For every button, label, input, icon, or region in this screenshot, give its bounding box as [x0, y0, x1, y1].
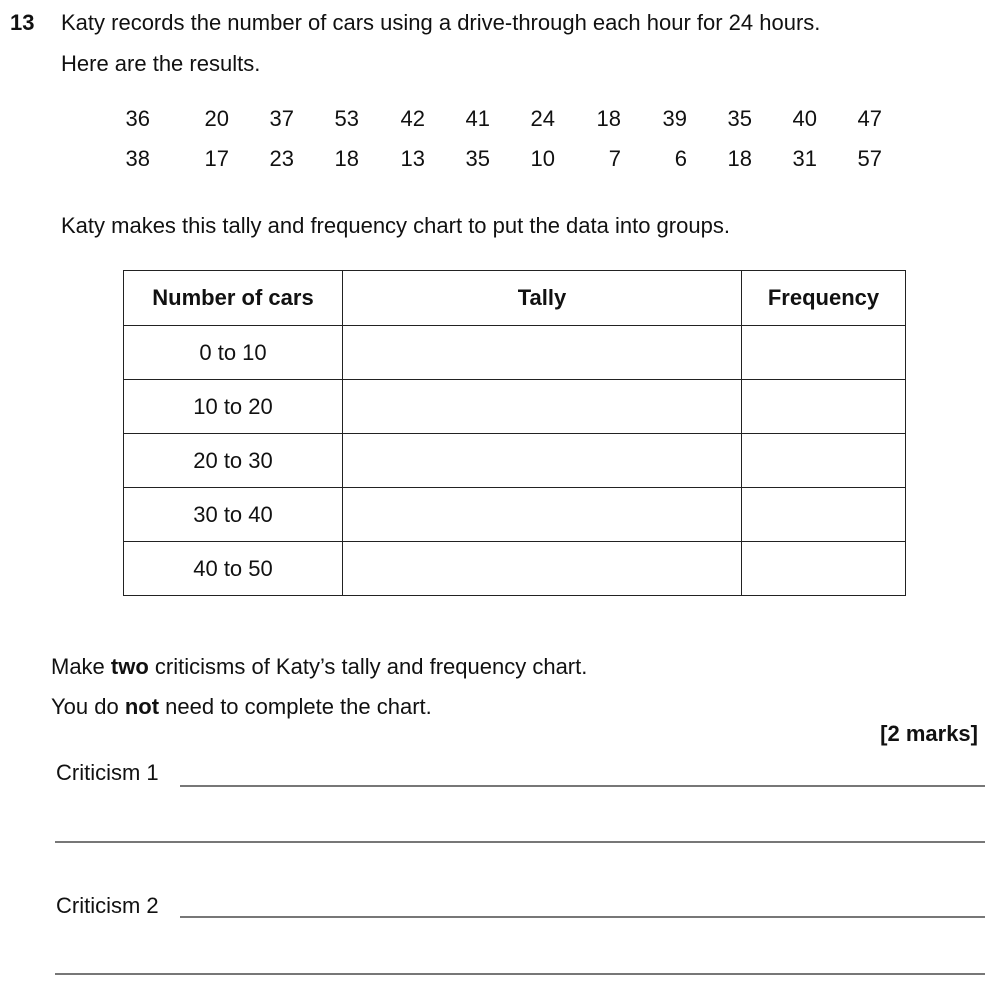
- chart-intro: Katy makes this tally and frequency chart to put the data into groups.: [61, 213, 730, 238]
- criticism-2-answer-line-2[interactable]: [55, 973, 985, 975]
- table-row: [124, 542, 906, 596]
- question-number: 13: [10, 10, 35, 35]
- header-number-of-cars: Number of cars: [124, 271, 343, 326]
- frequency-cell[interactable]: [742, 542, 906, 596]
- data-value: 10: [530, 146, 555, 171]
- data-value: 6: [674, 146, 687, 171]
- data-value: 24: [530, 106, 555, 131]
- question-subtext: Here are the results.: [61, 51, 261, 76]
- group-label: 30 to 40: [124, 488, 343, 542]
- criticism-1-label: Criticism 1: [56, 760, 159, 785]
- data-value: 18: [596, 106, 621, 131]
- data-value: 35: [727, 106, 752, 131]
- group-label: 0 to 10: [124, 326, 343, 380]
- group-label: 40 to 50: [124, 542, 343, 596]
- table-row: [124, 434, 906, 488]
- instruction-line-1: [51, 654, 587, 680]
- criticism-2-label: Criticism 2: [56, 893, 159, 918]
- data-value: 41: [465, 106, 490, 131]
- data-value: 18: [727, 146, 752, 171]
- table-row: [124, 380, 906, 434]
- tally-cell[interactable]: [343, 380, 742, 434]
- instruction-text: You do: [51, 694, 125, 719]
- header-frequency: Frequency: [742, 271, 906, 326]
- tally-frequency-table: [123, 270, 906, 596]
- table-header-row: [124, 271, 906, 326]
- frequency-cell[interactable]: [742, 434, 906, 488]
- group-label: 10 to 20: [124, 380, 343, 434]
- header-tally: Tally: [343, 271, 742, 326]
- data-value: 37: [269, 106, 294, 131]
- data-value: 42: [400, 106, 425, 131]
- criticism-2-answer-line[interactable]: [180, 916, 985, 918]
- criticism-1-answer-line-2[interactable]: [55, 841, 985, 843]
- frequency-cell[interactable]: [742, 326, 906, 380]
- data-value: 7: [608, 146, 621, 171]
- instruction-text: criticisms of Katy’s tally and frequency chart.: [148, 654, 588, 679]
- data-value: 57: [857, 146, 882, 171]
- data-value: 35: [465, 146, 490, 171]
- instruction-text: Make: [51, 654, 111, 679]
- data-value: 17: [204, 146, 229, 171]
- instruction-emphasis: not: [124, 694, 160, 719]
- table-row: [124, 326, 906, 380]
- data-value: 31: [792, 146, 817, 171]
- tally-cell[interactable]: [343, 488, 742, 542]
- data-value: 40: [792, 106, 817, 131]
- data-value: 47: [857, 106, 882, 131]
- data-value: 23: [269, 146, 294, 171]
- table-row: [124, 488, 906, 542]
- tally-cell[interactable]: [343, 434, 742, 488]
- data-value: 36: [125, 106, 150, 131]
- tally-cell[interactable]: [343, 326, 742, 380]
- data-value: 39: [662, 106, 687, 131]
- criticism-1-answer-line[interactable]: [180, 785, 985, 787]
- tally-cell[interactable]: [343, 542, 742, 596]
- data-value: 38: [125, 146, 150, 171]
- data-value: 53: [334, 106, 359, 131]
- question-text: Katy records the number of cars using a drive-through each hour for 24 hours.: [61, 10, 821, 35]
- group-label: 20 to 30: [124, 434, 343, 488]
- data-value: 18: [334, 146, 359, 171]
- frequency-cell[interactable]: [742, 488, 906, 542]
- data-value: 20: [204, 106, 229, 131]
- frequency-cell[interactable]: [742, 380, 906, 434]
- instruction-line-2: [51, 694, 432, 720]
- instruction-emphasis: two: [110, 654, 149, 679]
- instruction-text: need to complete the chart.: [159, 694, 432, 719]
- data-value: 13: [400, 146, 425, 171]
- marks-label: [2 marks]: [880, 721, 978, 746]
